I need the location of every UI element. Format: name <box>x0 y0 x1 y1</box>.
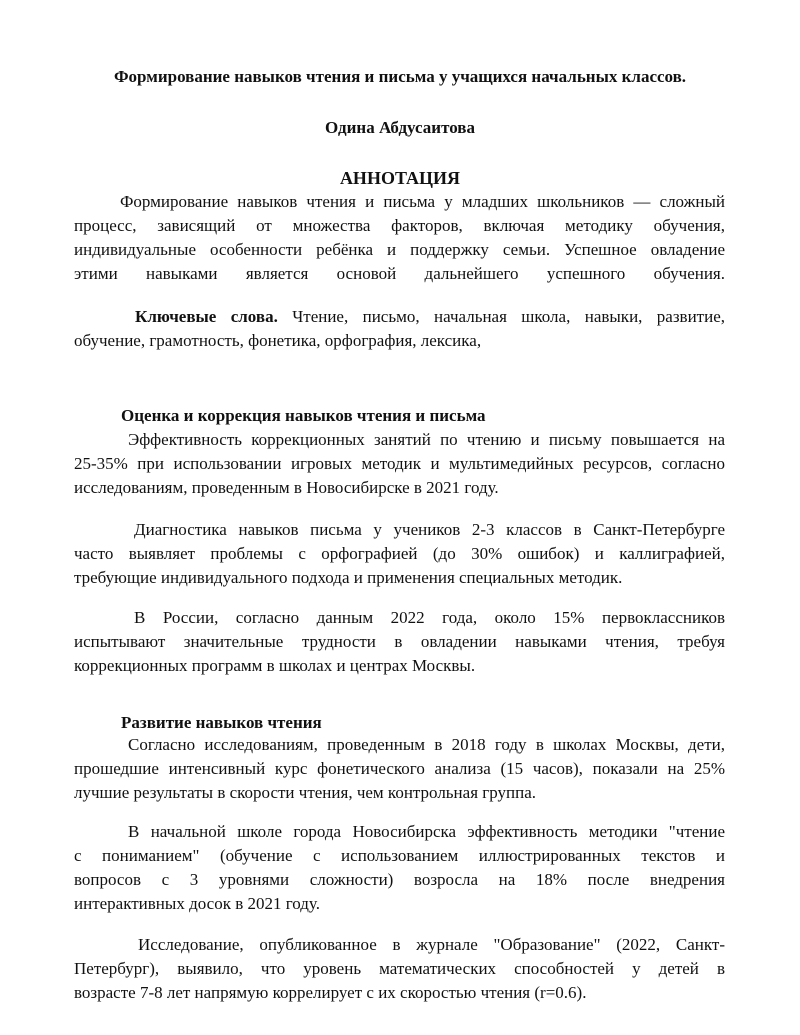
keywords-text: Чтение, письмо, начальная школа, навыки, развитие, <box>292 307 726 326</box>
section1-paragraph-3 <box>74 606 725 678</box>
paragraph-line: часто выявляет проблемы с орфографией (до 30% ошибок) и каллиграфией, <box>74 544 725 563</box>
section1-paragraph-1 <box>74 428 725 500</box>
section2-paragraph-2 <box>74 820 725 916</box>
annotation-heading: АННОТАЦИЯ <box>339 168 461 188</box>
keywords-line: обучение, грамотность, фонетика, орфография, лексика, <box>74 331 482 350</box>
paragraph-line: Эффективность коррекционных занятий по чтению и письму повышается на <box>128 430 725 449</box>
author-name: Одина Абдусаитова <box>325 118 475 137</box>
paragraph-line: Диагностика навыков письма у учеников 2-3 классов в Санкт-Петербурге <box>134 520 725 539</box>
paragraph-line: вопросов с 3 уровнями сложности) возросла на 18% после внедрения <box>74 870 725 889</box>
paragraph-line: В России, согласно данным 2022 года, около 15% первоклассников <box>134 608 725 627</box>
paragraph-line: требующие индивидуального подхода и применения специальных методик. <box>74 568 623 587</box>
paragraph-line: прошедшие интенсивный курс фонетического анализа (15 часов), показали на 25% <box>74 759 725 778</box>
paragraph-line: 25-35% при использовании игровых методик и мультимедийных ресурсов, согласно <box>74 454 725 473</box>
keywords-paragraph <box>74 305 725 353</box>
annotation-paragraph <box>74 190 725 286</box>
annotation-line: индивидуальные особенности ребёнка и поддержку семьи. Успешное овладение <box>74 240 725 259</box>
section2-paragraph-1 <box>74 733 725 805</box>
paragraph-line: возрасте 7-8 лет напрямую коррелирует с их скоростью чтения (r=0.6). <box>74 983 587 1002</box>
annotation-line: этими навыками является основой дальнейшего успешного обучения. <box>74 264 725 283</box>
paragraph-line: испытывают значительные трудности в овладении навыками чтения, требуя <box>74 632 725 651</box>
paragraph-line: исследованиям, проведенным в Новосибирске в 2021 году. <box>74 478 499 497</box>
paragraph-line: с пониманием" (обучение с использованием иллюстрированных текстов и <box>74 846 725 865</box>
keywords-label: Ключевые слова. <box>135 307 278 326</box>
paragraph-line: интерактивных досок в 2021 году. <box>74 894 320 913</box>
paragraph-line: Исследование, опубликованное в журнале "Образование" (2022, Санкт- <box>138 935 725 954</box>
section2-paragraph-3 <box>74 933 725 1005</box>
paragraph-line: В начальной школе города Новосибирска эффективность методики "чтение <box>128 822 725 841</box>
keywords-line <box>74 305 725 329</box>
paragraph-line: Петербург), выявило, что уровень математических способностей у детей в <box>74 959 725 978</box>
document-title: Формирование навыков чтения и письма у учащихся начальных классов. <box>113 67 687 86</box>
annotation-line: Формирование навыков чтения и письма у младших школьников — сложный <box>120 192 725 211</box>
paragraph-line: коррекционных программ в школах и центрах Москвы. <box>74 656 476 675</box>
section-heading: Развитие навыков чтения <box>121 713 322 732</box>
annotation-line: процесс, зависящий от множества факторов, включая методику обучения, <box>74 216 725 235</box>
section-heading: Оценка и коррекция навыков чтения и письма <box>121 406 486 425</box>
section1-paragraph-2 <box>74 518 725 590</box>
paragraph-line: лучшие результаты в скорости чтения, чем контрольная группа. <box>74 783 537 802</box>
paragraph-line: Согласно исследованиям, проведенным в 2018 году в школах Москвы, дети, <box>128 735 725 754</box>
